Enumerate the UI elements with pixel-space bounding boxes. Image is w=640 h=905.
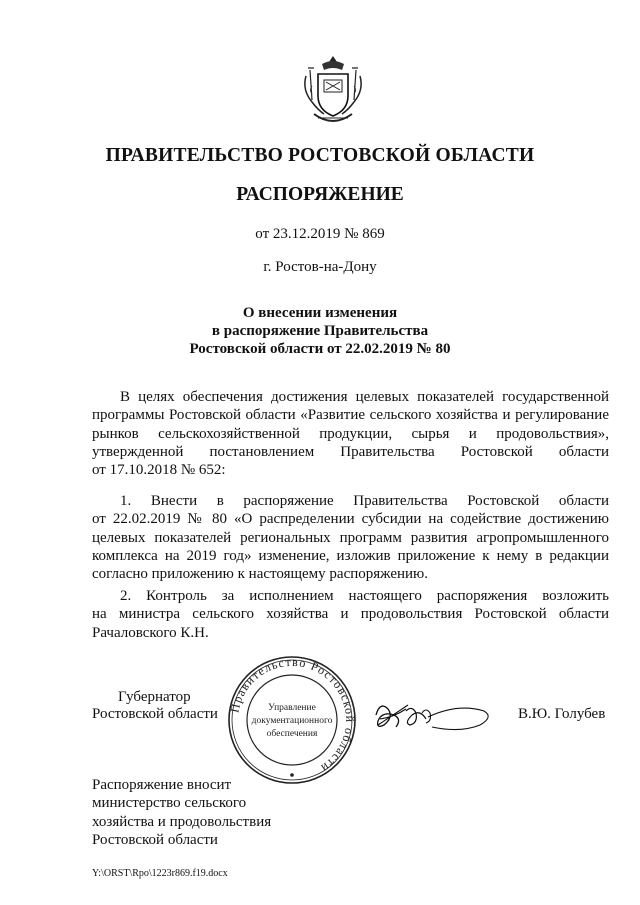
paragraph-line: 2. Контроль за исполнением настоящего распоряжения возложить [120, 588, 609, 604]
preamble-paragraph [92, 388, 609, 479]
signatory-title: Ростовской области [92, 706, 218, 722]
coat-of-arms-emblem [300, 52, 366, 128]
paragraph-line: целевых показателей региональных программ развития агропромышленного [92, 529, 609, 546]
stamp-inner-text: обеспечения [266, 729, 318, 739]
stamp-inner-text: Управление [268, 703, 316, 713]
stamp-outer-text: Правительство Ростовской области [227, 654, 358, 776]
document-city: г. Ростов-на-Дону [263, 259, 377, 275]
paragraph-line: Рачаловского К.Н. [92, 624, 209, 641]
handwritten-signature [370, 693, 500, 739]
paragraph-line: программы Ростовской области «Развитие сельского хозяйства и регулирование [92, 407, 609, 424]
note-line: Ростовской области [92, 831, 218, 848]
note-line: министерство сельского [92, 795, 247, 812]
subject-line: О внесении изменения [242, 305, 398, 321]
paragraph-line: согласно приложению к настоящему распоряжению. [92, 566, 429, 583]
document-type: РАСПОРЯЖЕНИЕ [236, 184, 404, 205]
organization-title: ПРАВИТЕЛЬСТВО РОСТОВСКОЙ ОБЛАСТИ [105, 145, 535, 166]
note-line: Распоряжение вносит [92, 777, 232, 793]
paragraph-line: от 17.10.2018 № 652: [92, 462, 226, 479]
paragraph-line: В целях обеспечения достижения целевых показателей государственной [120, 389, 609, 405]
paragraph-line: рынков сельскохозяйственной продукции, сырья и продовольствия», [92, 425, 609, 442]
submitter-note [92, 776, 271, 849]
paragraph-line: от 22.02.2019 № 80 «О распределении субсидии на содействие достижению [92, 511, 609, 528]
paragraph-line: утвержденной постановлением Правительства Ростовской области [92, 443, 609, 460]
subject-line: Ростовской области от 22.02.2019 № 80 [189, 341, 451, 357]
item-2-paragraph [92, 587, 609, 642]
signatory-title: Губернатор [118, 689, 191, 705]
official-stamp [226, 654, 358, 786]
subject-line: в распоряжение Правительства [211, 323, 429, 339]
file-path: Y:\ORST\Rpo\1223r869.f19.docx [92, 868, 228, 879]
stamp-inner-text: документационного [251, 716, 333, 726]
paragraph-line: 1. Внести в распоряжение Правительства Ростовской области [120, 493, 609, 509]
paragraph-line: на министра сельского хозяйства и продовольствия Ростовской области [92, 606, 609, 623]
paragraph-line: комплекса на 2019 год» изменение, изложив приложение к нему в редакции [92, 547, 609, 564]
document-date-number: от 23.12.2019 № 869 [255, 226, 385, 242]
item-1-paragraph [92, 492, 609, 583]
note-line: хозяйства и продовольствия [92, 813, 272, 830]
signatory-name: В.Ю. Голубев [518, 706, 606, 722]
